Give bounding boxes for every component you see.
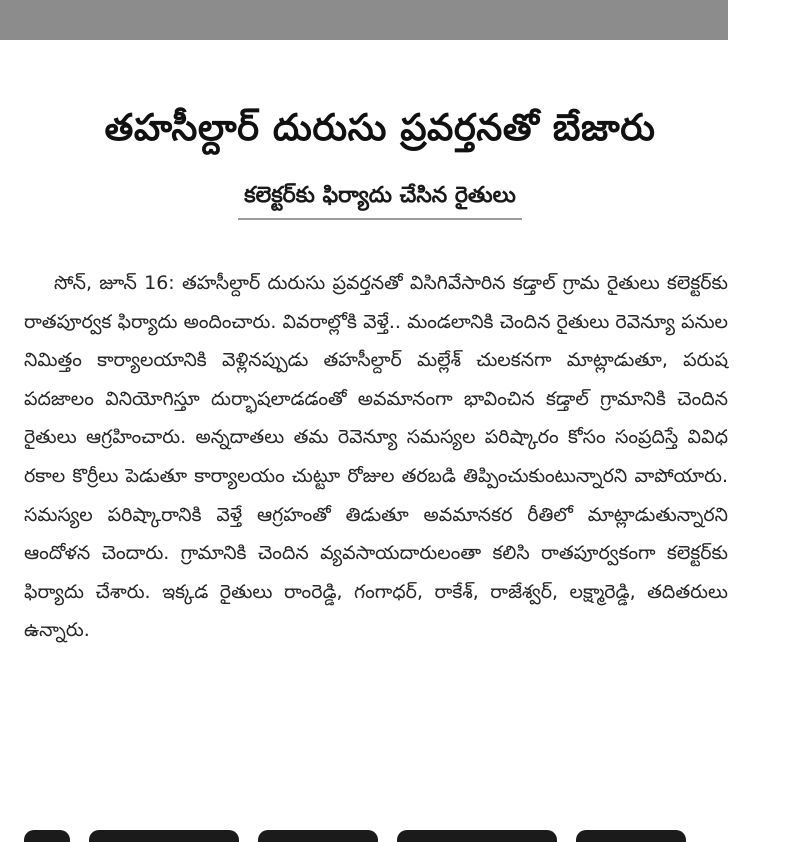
headline: తహసీల్దార్ దురుసు ప్రవర్తనతో బేజారు <box>104 106 656 149</box>
top-banner-bar <box>0 0 728 40</box>
cropped-glyph <box>576 830 686 842</box>
cropped-glyph <box>89 830 239 842</box>
subheadline: కలెక్టర్‌కు ఫిర్యాదు చేసిన రైతులు <box>238 178 522 220</box>
cropped-glyph <box>258 830 378 842</box>
next-article-headline-fragment <box>24 824 724 842</box>
subheadline-wrap <box>0 178 760 220</box>
cropped-glyph <box>397 830 557 842</box>
article-body: సోన్, జూన్ 16: తహసీల్దార్ దురుసు ప్రవర్తనతో విసిగివేసారిన కడ్తాల్ గ్రామ రైతులు కలెక్టర్‌కు రాతపూర్వక ఫిర్యాదు అందించారు. వివరాల్లోకి వెళ్తే.. మండలానికి చెందిన రైతులు రెవెన్యూ పనుల నిమిత్తం కార్యాలయానికి వెళ్లినప్పుడు తహసీల్దార్ మల్లేశ్ చులకనగా మాట్లాడుతూ, పరుష పదజాలం వినియోగిస్తూ దుర్భాషలాడడంతో అవమానంగా భావించిన కడ్తాల్ గ్రామానికి చెందిన రైతులు ఆగ్రహించారు. అన్నదాతలు తమ రెవెన్యూ సమస్యల పరిష్కారం కోసం సంప్రదిస్తే వివిధ రకాల కొర్రీలు పెడుతూ కార్యాలయం చుట్టూ రోజుల తరబడి తిప్పించుకుంటున్నారని వాపోయారు. సమస్యల పరిష్కారానికి వెళ్తే ఆగ్రహంతో తిడుతూ అవమానకర రీతిలో మాట్లాడుతున్నారని ఆందోళన చెందారు. గ్రామానికి చెందిన వ్యవసాయదారులంతా కలిసి రాతపూర్వకంగా కలెక్టర్‌కు ఫిర్యాదు చేశారు. ఇక్కడ రైతులు రాంరెడ్డి, గంగాధర్, రాకేశ్, రాజేశ్వర్, లక్ష్మారెడ్డి, తదితరులు ఉన్నారు. <box>24 272 728 642</box>
cropped-glyph <box>24 830 70 842</box>
